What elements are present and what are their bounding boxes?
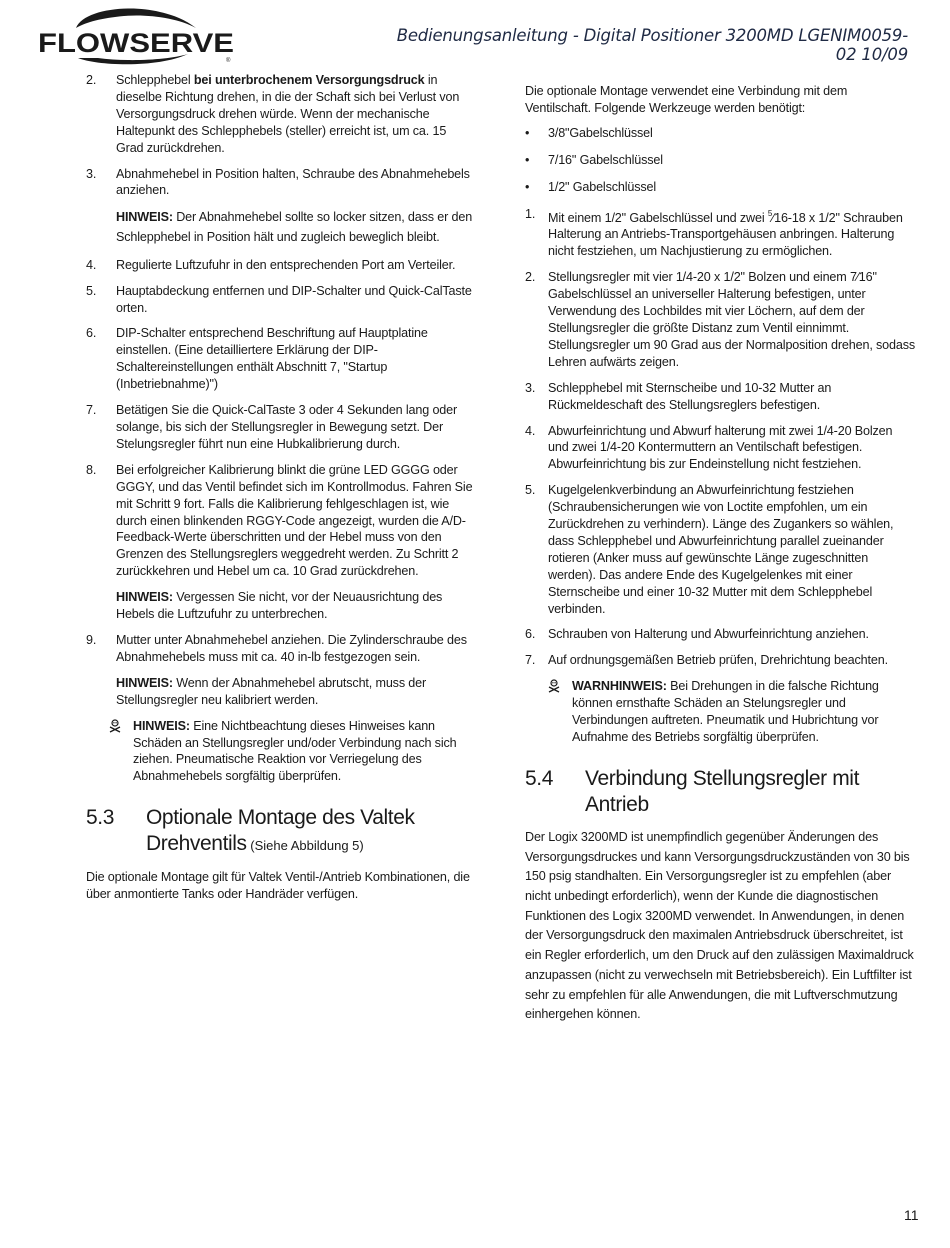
skull-crossbones-icon — [109, 719, 121, 733]
flowserve-logo — [38, 6, 238, 68]
tool-item: • 7/16" Gabelschlüssel — [525, 152, 663, 167]
r-step-6: 6. Schrauben von Halterung und Abwurfeinrichtung anziehen. — [525, 627, 869, 642]
step-4: 4. Regulierte Luftzufuhr in den entsprechenden Port am Verteiler. — [86, 257, 456, 272]
section-5-4-paragraph: Der Logix 3200MD ist unempfindlich gegenüber Änderungen des Versorgungsdruckes und kann Versorgungsdruckzuständen von 30 bis 150 psig standhalten. Ein Versorgungsregler ist zu empfehlen (aber nicht unbedingt erforderlich), wenn der Kunde die diagnostischen Funktionen des Logix 3200MD verwendet. In Anwendungen, in denen der Versorgungsdruck den maximalen Antriebsdruck überschreitet, ist ein Regler erforderlich, um den Druck auf den zulässigen Maximaldruck anzupassen (nicht zu verwechseln mit Betriebsbereich). Ein Luftfilter ist sehr zu empfehlen für alle Anwendungen, die mit Luftverschmutzung einhergehen können. — [525, 829, 914, 1022]
left-column — [86, 72, 476, 911]
r-step-2: 2. Stellungsregler mit vier 1/4-20 x 1/2" Bolzen und einem 7⁄16" Gabelschlüssel an universeller Halterung befestigen, unter Verwendung des Lochbildes mit vier Löchern, auf dem der Stellungsregler die größte Distanz zum Ventil einnimmt. Stellungsregler um 90 Grad aus der Normalposition drehen, sodass Lehren aufwärts zeigen. — [525, 270, 916, 369]
r-step-3: 3. Schlepphebel mit Sternscheibe und 10-32 Mutter an Rückmeldeschaft des Stellungsreglers befestigen. — [525, 380, 832, 412]
step-5: 5. Hauptabdeckung entfernen und DIP-Schalter und Quick-CalTaste orten. — [86, 283, 472, 315]
r-step-5: 5. Kugelgelenkverbindung an Abwurfeinrichtung festziehen (Schraubensicherungen wie von Loctite empfohlen, um ein Zurückdrehen zu verhindern). Länge des Zugankers so wählen, dass Schlepphebel und Abwurfeinrichtung parallel zueinander rotieren (Anker muss auf gewünschte Länge zugeschnitten werden). Das andere Ende des Kugelgelenkes mit einer Sternscheibe und einer 10-32 Mutter mit dem Schlepphebel verbinden. — [525, 483, 894, 616]
intro-paragraph: Die optionale Montage verwendet eine Verbindung mit dem Ventilschaft. Folgende Werkzeuge werden benötigt: — [525, 84, 848, 115]
step-7: 7. Betätigen Sie die Quick-CalTaste 3 oder 4 Sekunden lang oder solange, bis sich der Stellungsregler in Bewegung setzt. Der Stelungsregler führt nun eine Hubkalibrierung durch. — [86, 403, 458, 451]
tool-item: • 3/8"Gabelschlüssel — [525, 125, 653, 140]
step-3: 3. Abnahmehebel in Position halten, Schraube des Abnahmehebels anziehen. — [86, 166, 470, 198]
step-8: 8. Bei erfolgreicher Kalibrierung blinkt die grüne LED GGGG oder GGGY, und das Ventil befindet sich im Kontrollmodus. Fahren Sie mit Schritt 9 fort. Falls die Kalibrierung fehlgeschlagen ist, wie durch einen blinkenden RGGY-Code angezeigt, wurden die A/D-Feedback-Werte überschritten und der Hebel muss von den Grenzen des Stellungsreglers weggedreht werden. Zu Schritt 2 zurückkehren und Hebel um ca. 10 Grad zurückdrehen. — [86, 462, 473, 579]
tool-item: • 1/2" Gabelschlüssel — [525, 179, 657, 194]
note-1: HINWEIS: Der Abnahmehebel sollte so locker sitzen, dass er den Schlepphebel in Position hält und zugleich beweglich bleibt. — [116, 210, 473, 245]
page-number: 11 — [904, 1207, 919, 1223]
step-2: 2. Schlepphebel bei unterbrochenem Versorgungsdruck in dieselbe Richtung drehen, in die der Schaft sich bei Verlust von Versorgungsdruck drehen würde. Wenn der mechanische Haltepunkt des Schlepphebels (steller) erreicht ist, um ca. 15 Grad zurückdrehen. — [86, 73, 460, 155]
step-9: 9. Mutter unter Abnahmehebel anziehen. Die Zylinderschraube des Abnahmehebels muss mit ca. 40 in-lb festgezogen sein. — [86, 632, 467, 664]
tool-list — [525, 125, 915, 196]
right-column — [525, 83, 915, 1033]
logo-text: FLOWSERVE — [38, 28, 234, 58]
svg-text:®: ® — [226, 58, 231, 64]
r-step-7: 7. Auf ordnungsgemäßen Betrieb prüfen, Drehrichtung beachten. — [525, 653, 888, 668]
section-5-4-heading: 5.4 Verbindung Stellungsregler mit Antrieb — [525, 766, 860, 816]
section-5-3-paragraph: Die optionale Montage gilt für Valtek Ventil-/Antrieb Kombinationen, die über anmontierte Tanks oder Handräder verfügen. — [86, 870, 470, 902]
r-step-1: 1. Mit einem 1/2" Gabelschlüssel und zwei $^5$⁄16-18 x 1/2" Schrauben Halterung an Antriebs-Transportgehäusen anbringen. Halterung nicht festziehen, um Nachjustierung zu ermöglichen. — [525, 206, 903, 259]
section-5-3-heading: 5.3 Optionale Montage des Valtek Drehventils (Siehe Abbildung 5) — [86, 806, 415, 856]
skull-crossbones-icon — [548, 679, 560, 693]
document-title: Bedienungsanleitung - Digital Positioner 3200MD LGENIM0059-02 10/09 — [396, 26, 908, 64]
step-6: 6. DIP-Schalter entsprechend Beschriftung auf Hauptplatine einstellen. (Eine detailliertere Erklärung der DIP-Schaltereinstellungen enthält Abschnitt 7, "Startup (Inbetriebnahme)") — [86, 326, 428, 392]
r-step-4: 4. Abwurfeinrichtung und Abwurf halterung mit zwei 1/4-20 Bolzen und zwei 1/4-20 Kontermuttern an Ventilschaft befestigen. Abwurfeinrichtung bis zur Endeinstellung nicht festziehen. — [525, 423, 893, 472]
note-2: HINWEIS: Vergessen Sie nicht, vor der Neuausrichtung des Hebels die Luftzufuhr zu unterbrechen. — [116, 590, 443, 622]
note-3: HINWEIS: Wenn der Abnahmehebel abrutscht, muss der Stellungsregler neu kalibriert werden. — [116, 675, 427, 707]
caution-note: HINWEIS: Eine Nichtbeachtung dieses Hinweises kann Schäden an Stellungsregler und/oder Verbindung nach sich ziehen. Pneumatische Reaktion vor Verriegelung des Abnahmehebels sorgfältig überprüfen. — [86, 718, 476, 786]
warning-note: WARNHINWEIS: Bei Drehungen in die falsche Richtung können ernsthafte Schäden an Stelungsregler und Verbindungen auftreten. Pneumatik und Hubrichtung vor Aufnahme des Betriebs sorgfältig überprüfen. — [525, 678, 915, 746]
